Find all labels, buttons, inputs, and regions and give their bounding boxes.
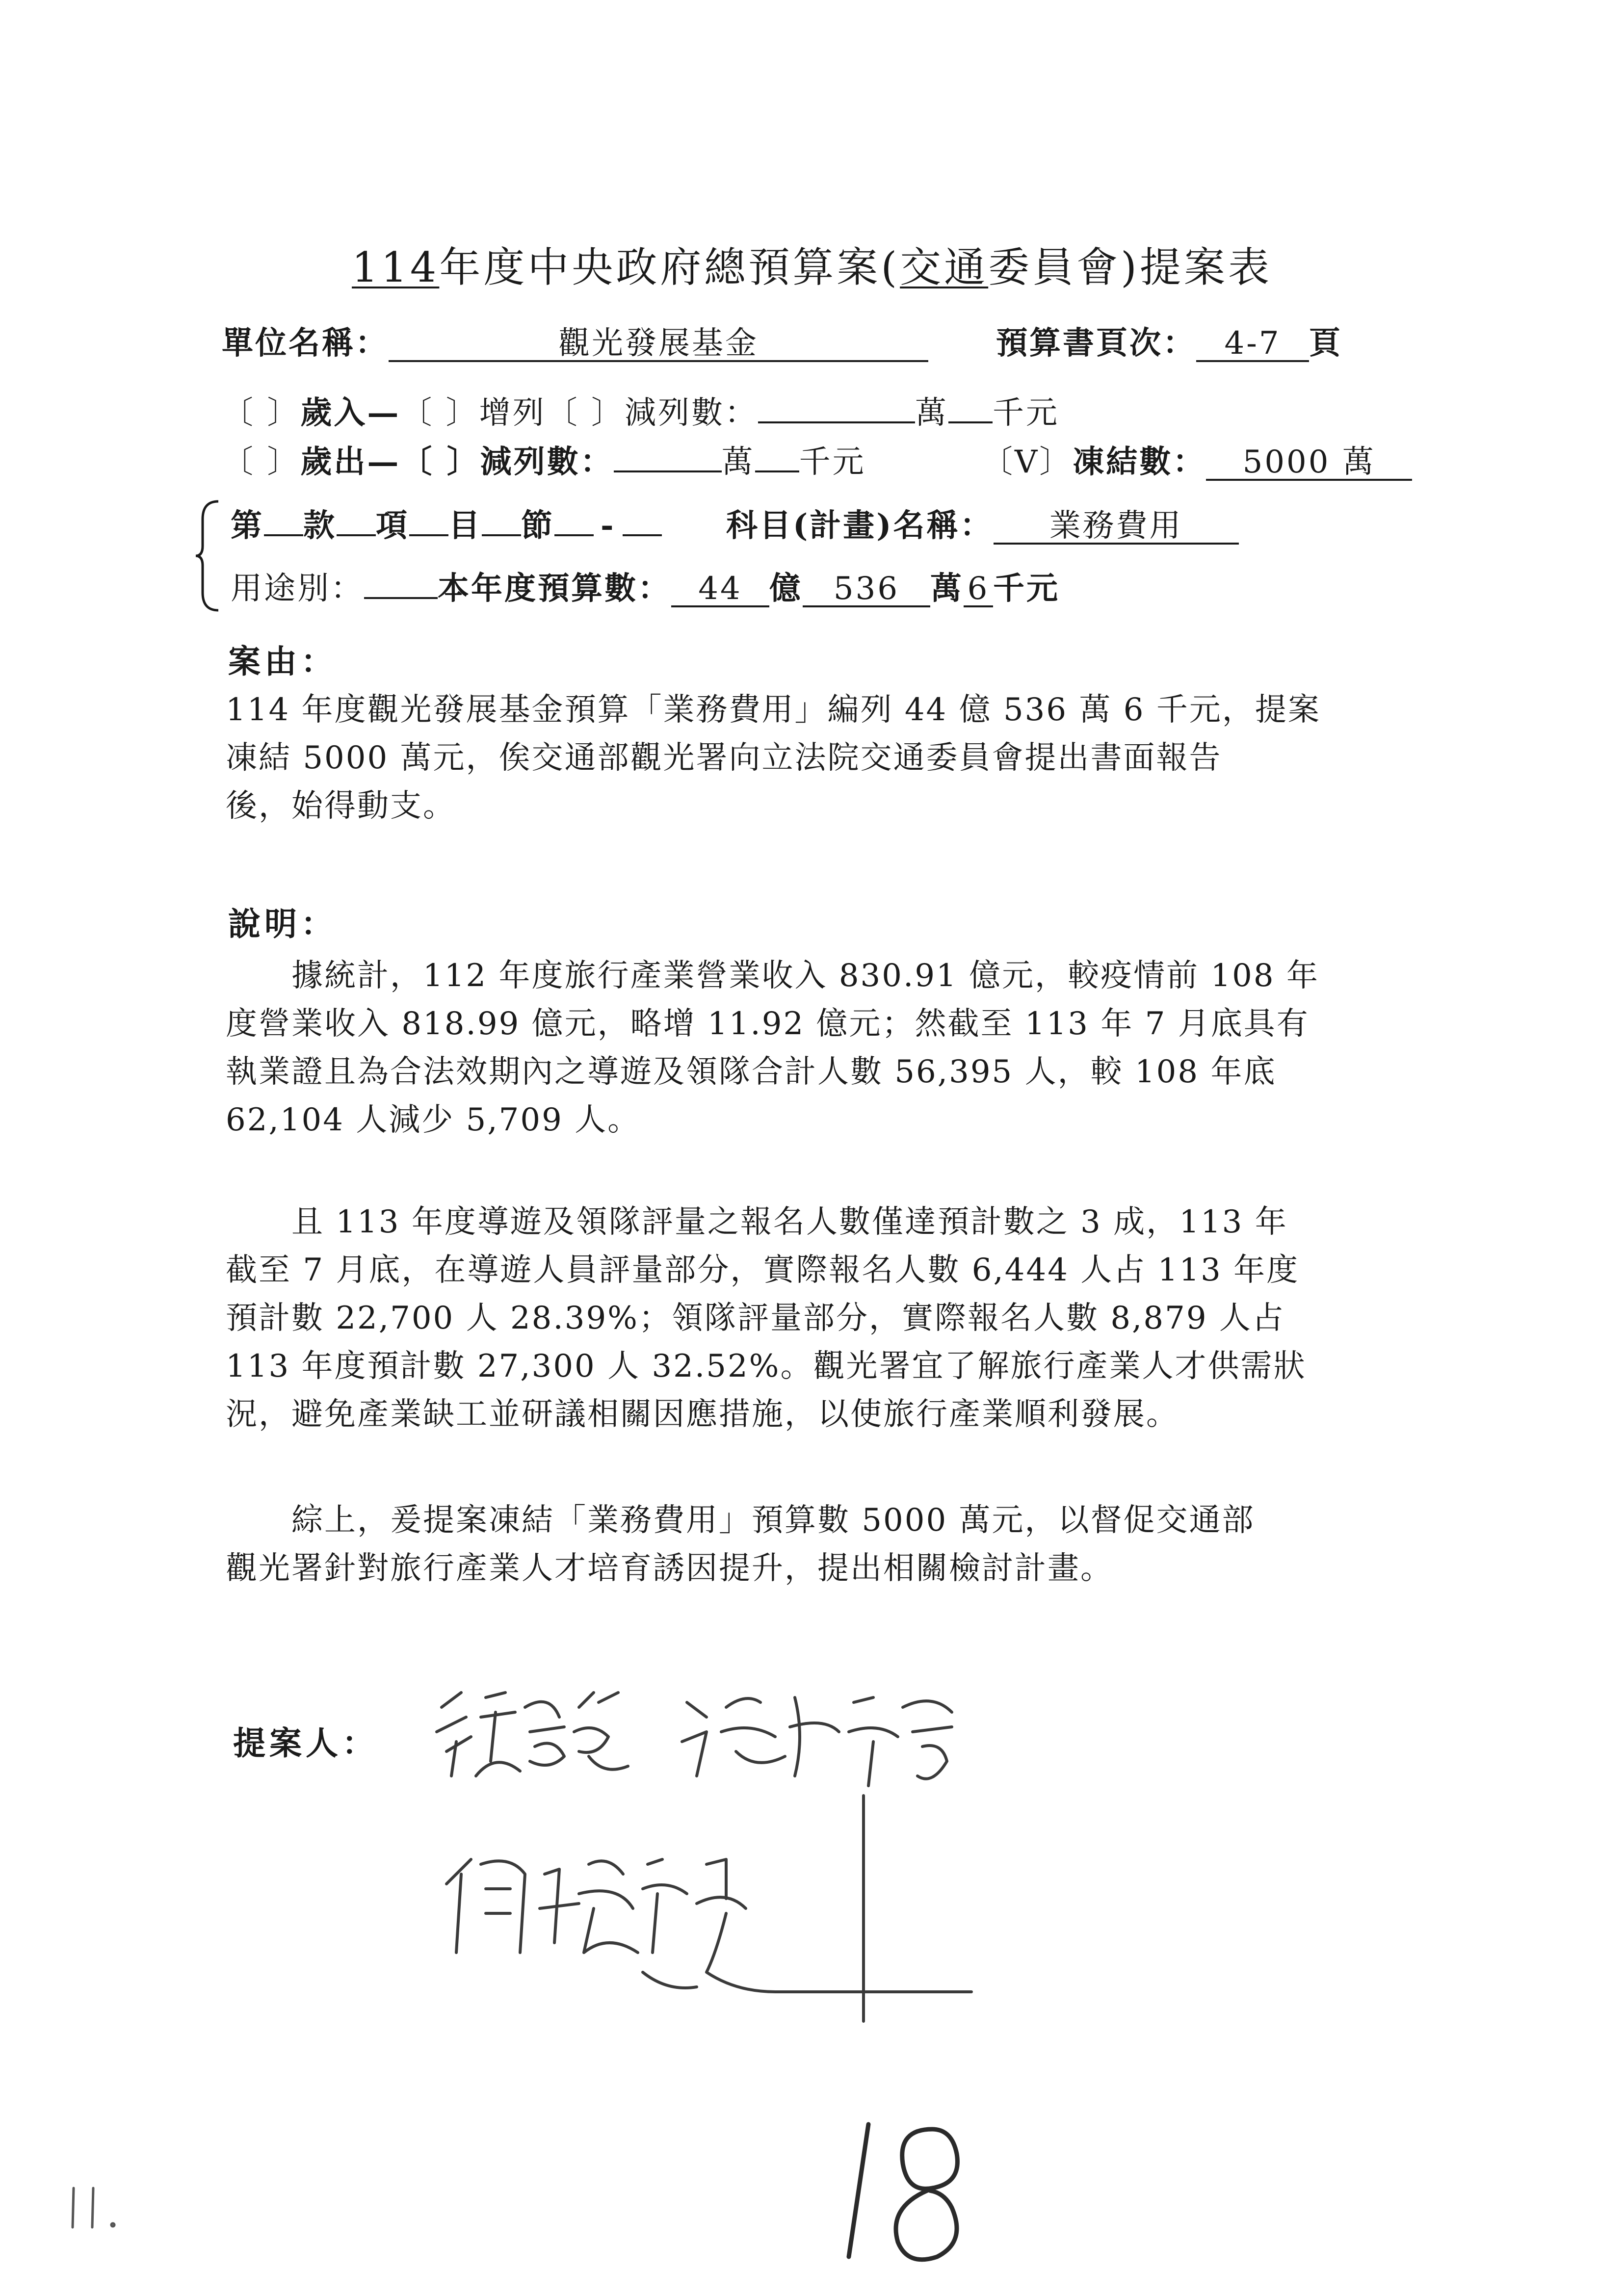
expense-wan: 萬	[721, 444, 755, 480]
item-di: 第	[231, 507, 264, 544]
budget-wan: 萬	[930, 570, 964, 607]
para3-line-1: 綜上，爰提案凍結「業務費用」預算數 5000 萬元，以督促交通部	[226, 1502, 1255, 1539]
revenue-qian: 千元	[993, 395, 1060, 431]
expense-qian: 千元	[799, 444, 866, 480]
item-kuan-blank	[337, 534, 376, 536]
item-kuan: 款	[303, 507, 337, 544]
page-ref-value: 4-7	[1196, 327, 1309, 362]
item-name-value: 業務費用	[994, 510, 1239, 545]
item-jie: 節	[521, 507, 554, 544]
item-dash: -	[601, 507, 616, 544]
budget-yi-value: 44	[671, 573, 769, 607]
page-number	[834, 2110, 981, 2267]
page-number-strokes-icon	[834, 2110, 981, 2267]
item-name-label: 科目(計畫)名稱：	[726, 507, 994, 544]
explanation-para-3	[226, 1496, 1442, 1592]
para3-line-2: 觀光署針對旅行產業人才培育誘因提升，提出相關檢討計畫。	[226, 1550, 1113, 1587]
item-xiang-blank	[409, 534, 448, 536]
title-year: 114	[352, 243, 440, 291]
usage-label: 用途別：	[231, 571, 364, 607]
budget-label: 本年度預算數：	[438, 570, 671, 607]
left-brace-icon	[194, 499, 223, 612]
para1-line-2: 度營業收入 818.99 億元，略增 11.92 億元；然截至 113 年 7 月底具有	[226, 1006, 1310, 1042]
item-mu-blank	[482, 534, 521, 536]
item-row	[231, 500, 662, 546]
revenue-bracket: 〔 〕	[222, 395, 301, 431]
para1-line-3: 執業證且為合法效期內之導遊及領隊合計人數 56,395 人，較 108 年底	[226, 1054, 1277, 1090]
freeze-row	[981, 437, 1412, 482]
case-heading: 案由：	[228, 642, 337, 680]
para2-line-1: 且 113 年度導遊及領隊評量之報名人數僅達預計數之 3 成，113 年	[226, 1204, 1288, 1240]
para2-line-3: 預計數 22,700 人 28.39%；領隊評量部分，實際報名人數 8,879 人占	[226, 1300, 1285, 1336]
margin-mark	[64, 2178, 142, 2237]
para1-line-1: 據統計，112 年度旅行產業營業收入 830.91 億元，較疫情前 108 年	[226, 958, 1319, 994]
revenue-qian-blank	[948, 421, 993, 423]
unit-label: 單位名稱：	[222, 325, 389, 362]
signature-icon	[432, 1678, 1070, 2051]
budget-wan-value: 536	[803, 573, 930, 607]
freeze-label: 凍結數：	[1073, 444, 1206, 480]
item-mu: 目	[448, 507, 482, 544]
page-ref-row	[996, 318, 1342, 363]
item-xiang: 項	[376, 507, 409, 544]
expense-label: 歲出—	[300, 444, 401, 480]
case-line-2: 凍結 5000 萬元，俟交通部觀光署向立法院交通委員會提出書面報告	[226, 740, 1222, 776]
usage-blank	[364, 597, 438, 599]
expense-row	[222, 437, 866, 482]
item-di-blank	[264, 534, 303, 536]
case-line-3: 後，始得動支。	[226, 788, 456, 824]
revenue-wan-blank	[758, 421, 915, 423]
item-jie-blank	[554, 534, 594, 536]
explanation-para-2	[226, 1198, 1442, 1438]
explanation-para-1	[226, 952, 1442, 1144]
page-ref-label: 預算書頁次：	[996, 325, 1196, 362]
revenue-decrease: 〔 〕減列數：	[546, 395, 759, 431]
title-part1: 年度中央政府總預算案(	[439, 243, 900, 291]
expense-wan-blank	[614, 470, 722, 472]
para1-line-4: 62,104 人減少 5,709 人。	[226, 1102, 641, 1138]
case-line-1: 114 年度觀光發展基金預算「業務費用」編列 44 億 536 萬 6 千元，提案	[226, 692, 1321, 728]
title-committee: 交通	[900, 243, 989, 291]
revenue-wan: 萬	[915, 395, 949, 431]
freeze-value: 5000 萬	[1206, 446, 1412, 481]
proposer-label: 提案人：	[233, 1724, 378, 1762]
revenue-row	[222, 388, 1059, 433]
form-title	[0, 235, 1624, 294]
budget-qian-value: 6	[964, 573, 993, 607]
revenue-increase: 〔 〕增列	[400, 395, 546, 431]
item-name-row	[726, 500, 1239, 546]
freeze-check: 〔V〕	[981, 444, 1073, 480]
usage-row	[231, 563, 1060, 608]
para2-line-2: 截至 7 月底，在導遊人員評量部分，實際報名人數 6,444 人占 113 年度	[226, 1252, 1300, 1288]
para2-line-4: 113 年度預計數 27,300 人 32.52%。觀光署宜了解旅行產業人才供需狀	[226, 1348, 1307, 1384]
para2-line-5: 況，避免產業缺工並研議相關因應措施，以使旅行產業順利發展。	[226, 1396, 1179, 1433]
budget-qian: 千元	[993, 570, 1060, 607]
case-body	[226, 686, 1442, 830]
margin-mark-strokes-icon	[64, 2178, 142, 2237]
explanation-heading: 說明：	[228, 905, 337, 943]
item-dash-blank	[623, 534, 662, 536]
expense-bracket: 〔 〕	[222, 444, 301, 480]
unit-value: 觀光發展基金	[389, 327, 928, 362]
revenue-label: 歲入—	[300, 394, 401, 431]
expense-qian-blank	[755, 470, 799, 472]
expense-decrease: 〔 〕減列數：	[400, 444, 614, 480]
unit-row	[222, 318, 928, 363]
budget-yi: 億	[769, 570, 803, 607]
title-part2: 委員會)提案表	[988, 243, 1272, 291]
page-ref-suffix: 頁	[1309, 325, 1342, 362]
